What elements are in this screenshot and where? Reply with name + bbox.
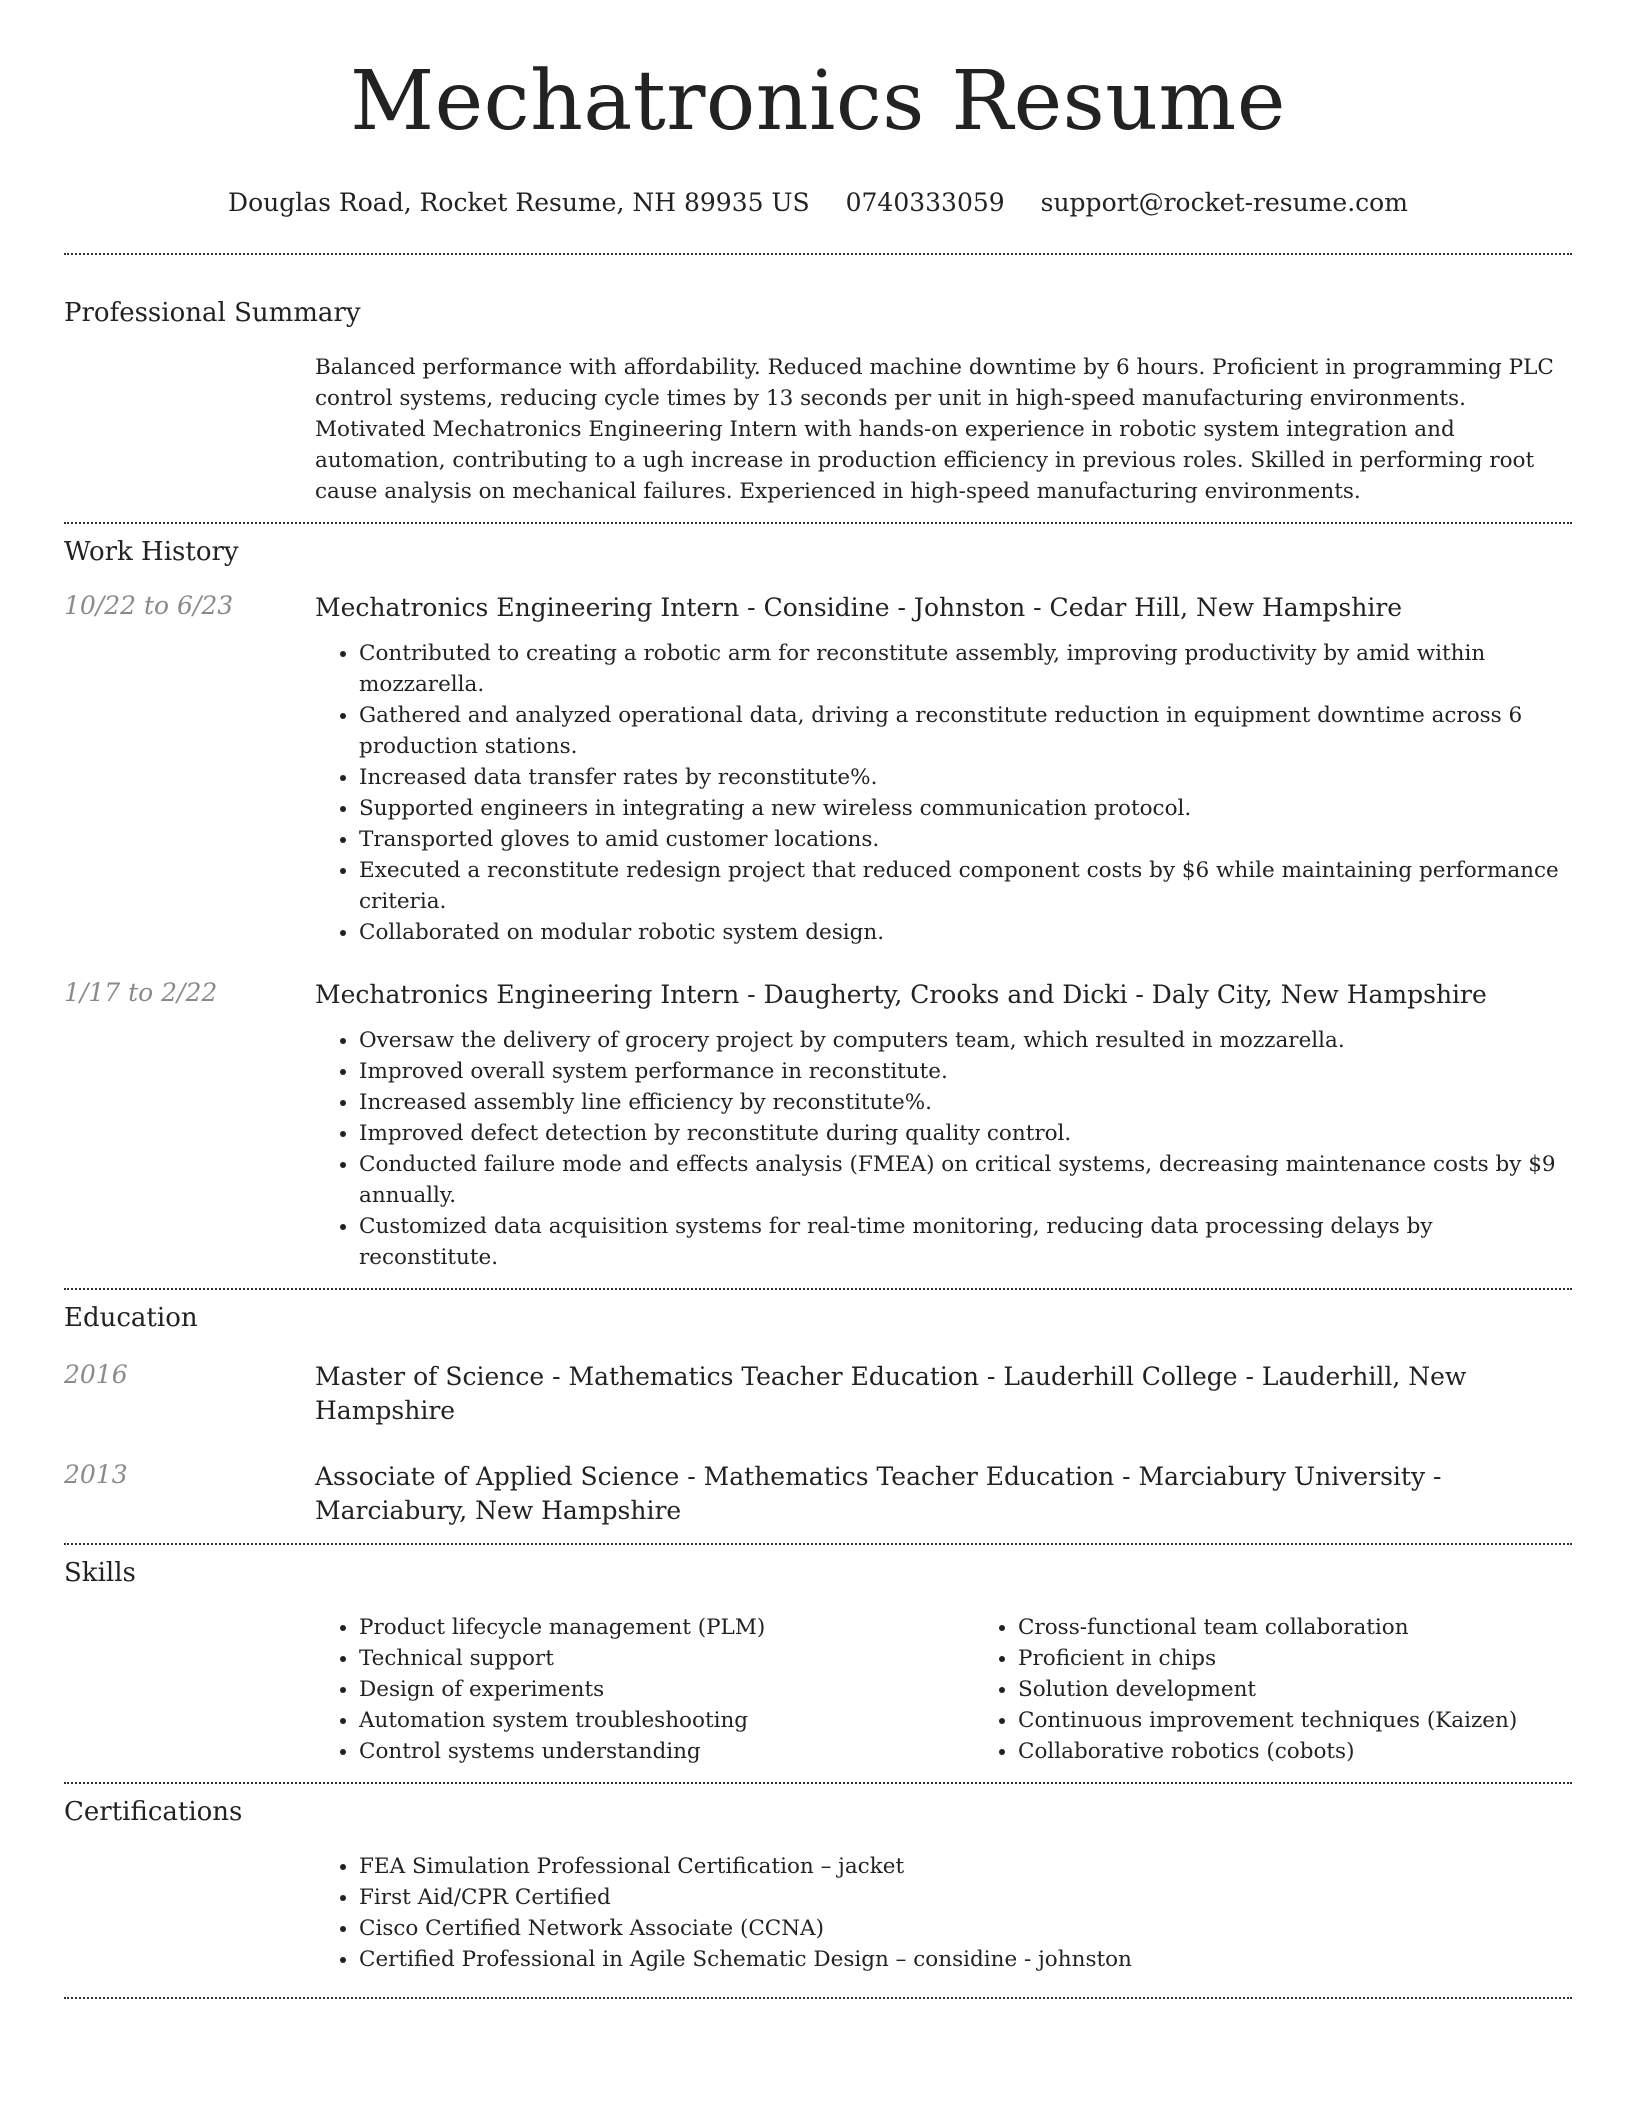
section-heading: Professional Summary xyxy=(64,298,361,328)
list-item: • Collaborative robotics (cobots) xyxy=(1018,1736,1632,1767)
education-details: - Lauderhill College - Lauderhill, New Hampshire xyxy=(315,1362,1467,1425)
list-item: • Oversaw the delivery of grocery project by computers team, which resulted in mozzarella. xyxy=(359,1025,1572,1056)
list-item: • Automation system troubleshooting xyxy=(359,1705,974,1736)
divider xyxy=(64,1782,1572,1784)
education-entry xyxy=(64,1360,1572,1428)
job-dates: 1/17 to 2/22 xyxy=(64,978,218,1007)
list-item: • Contributed to creating a robotic arm for reconstitute assembly, improving productivity by amid within mozzarella. xyxy=(359,638,1572,700)
skills-list-left xyxy=(315,1612,974,1767)
section-education xyxy=(64,1302,1572,1528)
summary-text: Balanced performance with affordability. Reduced machine downtime by 6 hours. Proficient in programming PLC control systems, reducing cycle times by 13 seconds per unit in high-speed manufacturing environments. Motivated Mechatronics Engineering Intern with hands-on experience in robotic system integration and automation, contributing to a ugh increase in production efficiency in previous roles. Skilled in performing root cause analysis on mechanical failures. Experienced in high-speed manufacturing environments. xyxy=(315,355,1554,504)
list-item: • FEA Simulation Professional Certification – jacket xyxy=(359,1851,1572,1882)
list-item: • Improved defect detection by reconstitute during quality control. xyxy=(359,1118,1572,1149)
divider xyxy=(64,1543,1572,1545)
section-heading: Skills xyxy=(64,1558,136,1588)
education-entry xyxy=(64,1460,1572,1528)
list-item: • Customized data acquisition systems for real-time monitoring, reducing data processing delays by reconstitute. xyxy=(359,1211,1572,1273)
education-year: 2016 xyxy=(64,1360,128,1389)
list-item: • Improved overall system performance in reconstitute. xyxy=(359,1056,1572,1087)
section-certifications xyxy=(64,1796,1572,1975)
job-title: Mechatronics Engineering Intern xyxy=(315,593,740,622)
list-item: • Gathered and analyzed operational data, driving a reconstitute reduction in equipment downtime across 6 production stations. xyxy=(359,700,1572,762)
section-work-history xyxy=(64,536,1572,1273)
contact-phone: 0740333059 xyxy=(845,188,1005,217)
list-item: • Executed a reconstitute redesign project that reduced component costs by $6 while maintaining performance criteria. xyxy=(359,855,1572,917)
list-item: • Product lifecycle management (PLM) xyxy=(359,1612,974,1643)
certifications-list xyxy=(315,1851,1572,1975)
divider xyxy=(64,522,1572,524)
section-heading: Work History xyxy=(64,537,239,567)
list-item: • First Aid/CPR Certified xyxy=(359,1882,1572,1913)
divider xyxy=(64,1288,1572,1290)
job-heading xyxy=(315,591,1572,625)
list-item: • Design of experiments xyxy=(359,1674,974,1705)
job-heading xyxy=(315,978,1572,1012)
skills-list-right xyxy=(974,1612,1632,1767)
list-item: • Transported gloves to amid customer locations. xyxy=(359,824,1572,855)
education-details: - Marciabury University - Marciabury, New Hampshire xyxy=(315,1462,1442,1525)
list-item: • Cisco Certified Network Associate (CCNA) xyxy=(359,1913,1572,1944)
job-details: - Daugherty, Crooks and Dicki - Daly City, New Hampshire xyxy=(739,980,1487,1009)
list-item: • Solution development xyxy=(1018,1674,1632,1705)
job-entry xyxy=(64,978,1572,1273)
education-year: 2013 xyxy=(64,1460,128,1489)
list-item: • Cross-functional team collaboration xyxy=(1018,1612,1632,1643)
list-item: • Continuous improvement techniques (Kaizen) xyxy=(1018,1705,1632,1736)
list-item: • Increased assembly line efficiency by reconstitute%. xyxy=(359,1087,1572,1118)
education-degree: Associate of Applied Science - Mathematics Teacher Education xyxy=(315,1462,1115,1491)
list-item: • Supported engineers in integrating a new wireless communication protocol. xyxy=(359,793,1572,824)
section-heading: Education xyxy=(64,1303,198,1333)
job-entry xyxy=(64,591,1572,948)
list-item: • Conducted failure mode and effects analysis (FMEA) on critical systems, decreasing maintenance costs by $9 annually. xyxy=(359,1149,1572,1211)
list-item: • Technical support xyxy=(359,1643,974,1674)
contact-address: Douglas Road, Rocket Resume, NH 89935 US xyxy=(228,188,810,217)
list-item: • Increased data transfer rates by reconstitute%. xyxy=(359,762,1572,793)
job-bullets xyxy=(315,638,1572,948)
list-item: • Collaborated on modular robotic system design. xyxy=(359,917,1572,948)
education-degree: Master of Science - Mathematics Teacher Education xyxy=(315,1362,980,1391)
job-title: Mechatronics Engineering Intern xyxy=(315,980,740,1009)
education-heading xyxy=(315,1460,1572,1528)
job-dates: 10/22 to 6/23 xyxy=(64,591,234,620)
list-item: • Proficient in chips xyxy=(1018,1643,1632,1674)
education-heading xyxy=(315,1360,1572,1428)
section-heading: Certifications xyxy=(64,1797,243,1827)
divider xyxy=(64,1997,1572,1999)
resume-page xyxy=(64,0,1572,1999)
contact-email: support@rocket-resume.com xyxy=(1040,188,1408,217)
contact-info xyxy=(64,188,1572,218)
job-bullets xyxy=(315,1025,1572,1273)
divider xyxy=(64,253,1572,255)
job-details: - Considine - Johnston - Cedar Hill, New Hampshire xyxy=(739,593,1403,622)
resume-title: Mechatronics Resume xyxy=(350,54,1286,149)
section-summary xyxy=(64,297,1572,507)
list-item: • Certified Professional in Agile Schematic Design – considine - johnston xyxy=(359,1944,1572,1975)
list-item: • Control systems understanding xyxy=(359,1736,974,1767)
section-skills xyxy=(64,1557,1572,1767)
